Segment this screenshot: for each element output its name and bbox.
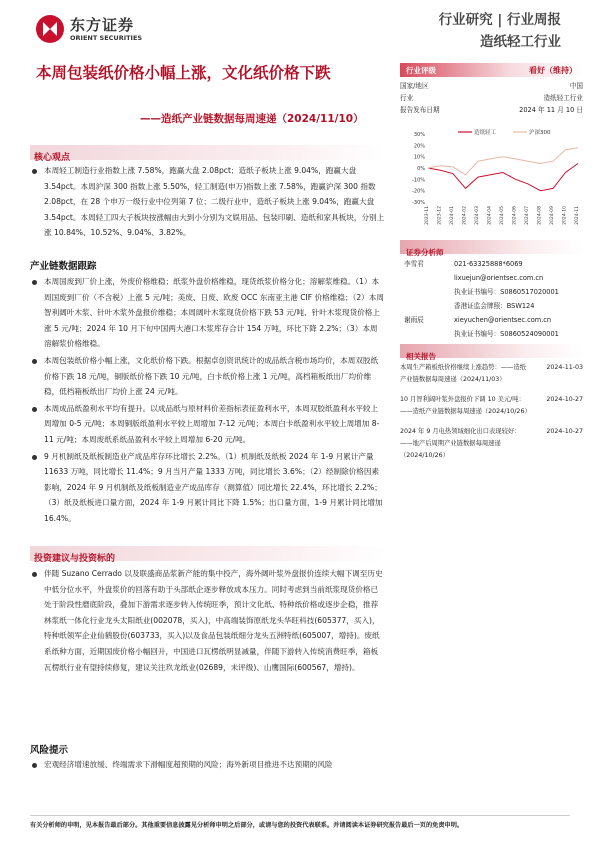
related-panel [400,344,583,462]
chain-list [30,274,385,528]
invest-section-header: 投资建议与投资标的 [30,546,385,561]
analyst-line: 执业证书编号：S0860517020001 [454,288,559,296]
risk-paragraph: 宏观经济增速放缓、终端需求下滑幅度超预期的风险；海外新项目推进不达预期的风险 [30,757,385,774]
core-section-header: 核心观点 [30,145,385,160]
rating-label: 行业评级 [406,65,436,75]
analyst-name: 李雪君 [404,260,424,268]
chain-section-title: 产业链数据跟踪 [30,261,97,272]
page-subtitle: ——造纸产业链数据每周速递（2024/11/10） [140,113,364,125]
chain-item: 本周国废到厂价上涨，外废价格维稳；纸浆外盘价格维稳，现货纸浆价格分化；溶解浆维稳。（1）本周国废到厂价（不含税）上涨 5 元/吨；美废、日废、欧废 OCC 东南亚主港 CIF 价格维稳；（2）本周智利阔叶木浆、针叶木浆外盘报价维稳；本周阔叶木浆现货价格下跌 53 元/吨、针叶木浆现货价格上涨 5 元/吨；2024 年 10 月下旬中国两大港口木浆库存合计 154 万吨，环比下降 2.2%；（3）本周溶解浆价格维稳。 [30,274,385,352]
report-industry: 造纸轻工行业 [480,34,561,50]
x-tick-label: 2024-02 [462,206,468,225]
disclaimer-footer: 有关分析师的申明，见本报告最后部分。其他重要信息披露见分析师申明之后部分，或请与您的投资代表联系。并请阅读本证券研究报告最后一页的免责申明。 [30,815,570,829]
analyst-email[interactable]: xieyuchen@orientsec.com.cn [454,316,552,324]
x-tick-label: 2024-03 [475,206,480,225]
x-tick-label: 2024-06 [512,206,518,225]
chart-svg [398,122,584,234]
y-tick-label: -30% [412,200,425,206]
x-tick-label: 2024-01 [450,206,455,225]
logo-text: 东方证券 [70,16,135,34]
x-tick-label: 2024-09 [550,206,555,225]
y-tick-label: 30% [413,132,425,138]
analyst-line: 香港证监会牌照：BSW124 [454,302,535,310]
related-item[interactable]: 10 月智利阔叶浆外盘报价下调 10 美元/吨：——造纸产业链数据每周速递（2024/10/26） 2024-10-27 [400,396,583,415]
y-tick-label: -10% [412,177,425,184]
invest-paragraph: 伴随 Suzano Cerrado 以及联盛商品浆新产能的集中投产，海外阔叶浆外盘报价连续大幅下调至历史中低分位水平，外盘浆价的回落有助于头部纸企逐步释放成本压力。同时考虑到当前纸浆现货价格已处于阶段性磨底阶段，叠加下游需求逐步转入传统旺季，预计文化纸、特种纸价格或逐步企稳，推荐林浆纸一体化行业龙头太阳纸业(002078，买入)，中高端装饰原纸龙头华旺科技(605377，买入)，特种纸领军企业仙鹤股份(603733，买入)以及食品包装纸细分龙头五洲特纸(605007，增持)。废纸系纸种方面，近期国废价格小幅回升，中国进口瓦楞纸明显减量，伴随下游转入传统消费旺季，箱板瓦楞纸行业有望持续修复，建议关注玖龙纸业(02689，未评级)、山鹰国际(600567，增持)。 [30,566,385,676]
risk-section-title: 风险提示 [30,745,69,756]
chain-item: 本周包装纸价格小幅上涨，文化纸价格下跌。根据卓创资讯统计的成品纸含税市场均价，本周双胶纸价格下跌 18 元/吨，铜版纸价格下跌 10 元/吨，白卡纸价格上涨 1 元/吨，高档箱板纸出厂均价维稳，低档箱板纸出厂均价上涨 24 元/吨。 [30,353,385,400]
y-tick-label: -20% [412,188,425,195]
related-item[interactable]: 2024 年 9 月电热领域细化出口表现较好：——地产后周期产业链数据每周速递（2024/10/26） 2024-10-27 [400,428,583,459]
report-category: 行业研究 | 行业周报 [438,12,561,28]
analyst-line: 执业证书编号：S0860524090001 [454,330,559,338]
x-tick-label: 2024-08 [537,206,543,225]
analyst-panel [400,240,583,354]
analyst-name: 谢雨辰 [404,316,424,324]
company-logo [35,13,165,47]
y-tick-label: 20% [413,143,425,150]
y-tick-label: 10% [413,154,425,161]
x-tick-label: 2024-11 [575,206,580,225]
performance-chart [398,122,584,234]
x-tick-label: 2024-04 [487,206,493,225]
series-line [428,148,578,175]
x-tick-label: 2024-07 [525,206,530,225]
x-tick-label: 2024-05 [500,206,505,225]
x-tick-label: 2023-11 [425,206,430,225]
analyst-label: 证券分析师 [406,248,444,257]
legend-label: 造纸轻工 [474,130,497,136]
legend-label: 沪深300 [529,130,551,136]
related-label: 相关报告 [406,352,436,361]
logo-icon [35,14,65,44]
rating-value: 看好（维持） [529,65,577,75]
logo-subtext: ORIENT SECURITIES [70,34,143,42]
analyst-line: 021-63325888*6069 [454,260,523,268]
chain-item: 9 月机制纸及纸板制造业产成品库存环比增长 2.2%。（1）机制纸及纸板 2024 年 1-9 月累计产量 11633 万吨，同比增长 11.4%；9 月当月产量 1333 万吨，同比增长 3.6%；（2）经制除价格因素影响，2024 年 9 月机制纸及纸板制造业产成品库存（测算值）同比增长 22.4%，环比增长 2.2%；（3）纸及纸板进口量方面，2024 年 1-9 月累计同比下降 1.5%；出口量方面，1-9 月累计同比增加 16.4%。 [30,449,385,527]
series-line [428,164,578,191]
rating-row: 报告发布日期 2024 年 11 月 10 日 [400,106,583,114]
related-item[interactable]: 本周生产箱板纸价格继续上涨趋势：——造纸产业链数据每周速递（2024/11/03） 2024-11-03 [400,364,583,383]
x-tick-label: 2023-12 [437,206,443,225]
y-tick-label: 0% [417,166,425,172]
rating-row: 国家/地区 中国 [400,82,583,90]
core-paragraph: 本周轻工制造行业指数上涨 7.58%，跑赢大盘 2.08pct；造纸子板块上涨 9.04%，跑赢大盘 3.54pct。本周沪深 300 指数上涨 5.50%，轻工制造(申万)指数上涨 7.58%，跑赢沪深 300 指数 2.08pct，在 28 个申万一级行业中位列第 7 位；二级行业中，造纸子板块上涨 9.04%，跑赢大盘 3.54pct。本周轻工四大子板块按涨幅由大到小分别为文娱用品、包装印刷、造纸和家具板块，分别上涨 10.84%、10.52%、9.04%、3.82%。 [30,163,385,242]
rating-row: 行业 造纸轻工行业 [400,94,583,102]
chain-item: 本周成品纸盈利水平均有提升。以成品纸与原材料价差指标表征盈利水平，本周双胶纸盈利水平较上周增加 0-5 元/吨；本周铜版纸盈利水平较上周增加 7-12 元/吨；本周白卡纸盈利水平较上周增加 8-11 元/吨；本周废纸系纸品盈利水平较上周增加 6-20 元/吨。 [30,401,385,448]
analyst-email[interactable]: lixuejun@orientsec.com.cn [454,274,544,282]
x-tick-label: 2024-10 [562,206,568,225]
rating-panel [400,63,583,116]
page-title: 本周包装纸价格小幅上涨，文化纸价格下跌 [36,64,331,82]
